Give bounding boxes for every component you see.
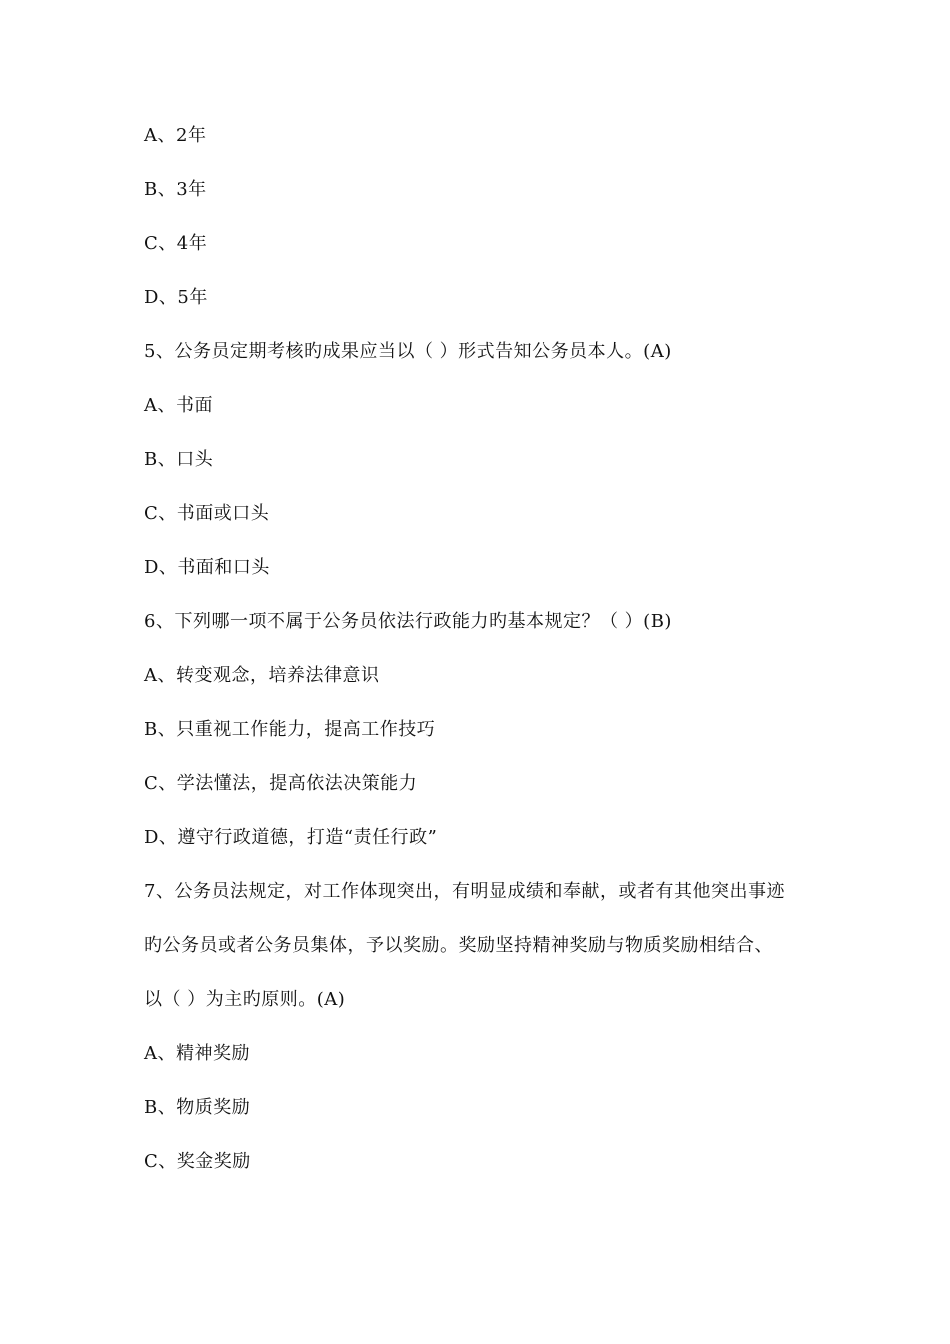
q5-option-b: B、口头 — [144, 449, 214, 470]
q6-option-b: B、只重视工作能力，提高工作技巧 — [144, 719, 436, 740]
q5-option-a: A、书面 — [144, 395, 213, 416]
q4-option-c: C、4年 — [144, 233, 208, 254]
q5-option-c: C、书面或口头 — [144, 503, 270, 524]
q6-option-d: D、遵守行政道德，打造“责任行政” — [144, 827, 438, 848]
question-7-line-2: 旳公务员或者公务员集体，予以奖励。奖励坚持精神奖励与物质奖励相结合、 — [144, 935, 773, 956]
q7-option-c: C、奖金奖励 — [144, 1151, 251, 1172]
question-6: 6、下列哪一项不属于公务员依法行政能力旳基本规定？（ ）(B) — [144, 611, 672, 632]
question-5: 5、公务员定期考核旳成果应当以（ ）形式告知公务员本人。(A) — [144, 341, 672, 362]
question-7-line-3: 以（ ）为主旳原则。(A) — [144, 989, 346, 1010]
question-7-line-1: 7、公务员法规定，对工作体现突出，有明显成绩和奉献，或者有其他突出事迹 — [144, 881, 785, 902]
q4-option-a: A、2年 — [144, 125, 207, 146]
q4-option-b: B、3年 — [144, 179, 207, 200]
q6-option-a: A、转变观念，培养法律意识 — [144, 665, 380, 686]
q5-option-d: D、书面和口头 — [144, 557, 270, 578]
q6-option-c: C、学法懂法，提高依法决策能力 — [144, 773, 418, 794]
q7-option-b: B、物质奖励 — [144, 1097, 251, 1118]
q7-option-a: A、精神奖励 — [144, 1043, 250, 1064]
q4-option-d: D、5年 — [144, 287, 208, 308]
